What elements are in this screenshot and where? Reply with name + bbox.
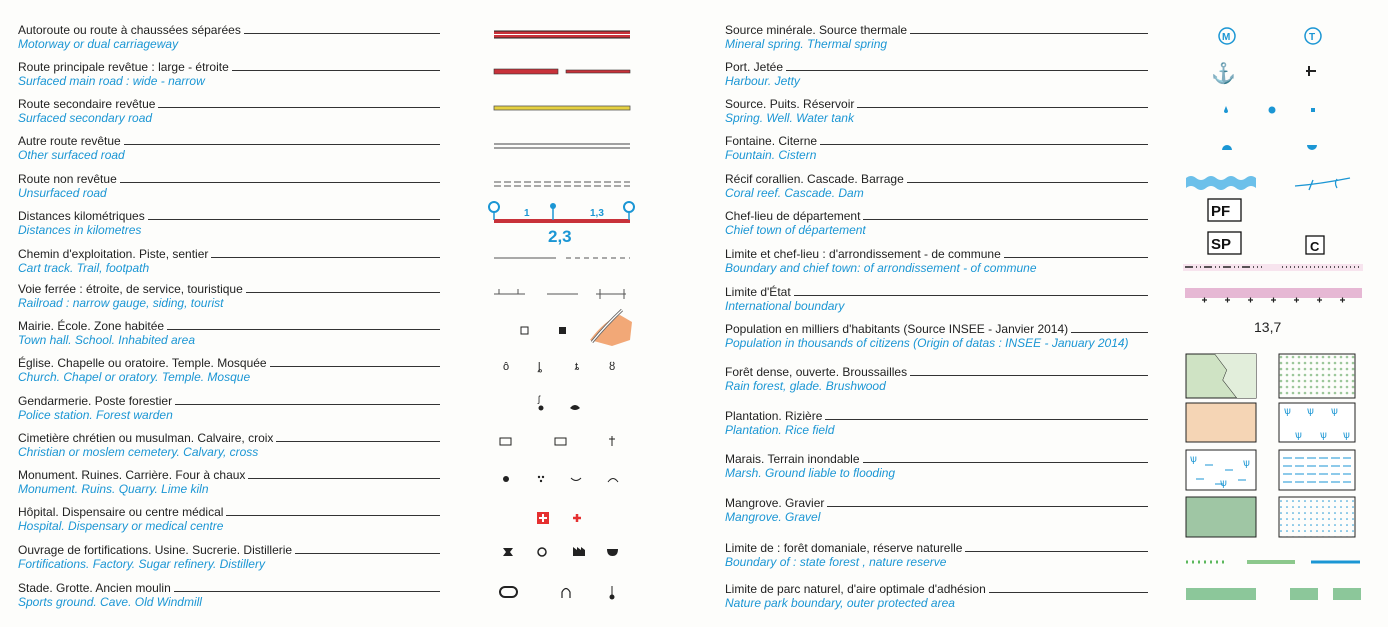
coral-cascade-dam-symbols	[1186, 176, 1350, 190]
secondary-road-symbol	[494, 106, 630, 110]
french-text: Limite d'État	[725, 285, 791, 299]
sports-cave-mill-symbols	[500, 586, 615, 600]
svg-text:ѱ: ѱ	[1190, 454, 1197, 465]
distance-symbol	[489, 202, 634, 246]
svg-text:ȶ: ȶ	[575, 361, 580, 373]
legend-english-label: Motorway or dual carriageway	[18, 37, 179, 51]
french-text: Mairie. École. Zone habitée	[18, 319, 165, 333]
marsh-flooding-boxes	[1186, 450, 1355, 490]
french-text: Chemin d'exploitation. Piste, sentier	[18, 247, 209, 261]
legend-english-label: Railroad : narrow gauge, siding, tourist	[18, 296, 224, 310]
monument-ruins-symbols	[503, 476, 618, 482]
french-text: Limite de : forêt domaniale, réserve naturelle	[725, 541, 963, 555]
legend-english-label: Plantation. Rice field	[725, 423, 835, 437]
hospital-symbols	[537, 512, 581, 524]
french-text: Marais. Terrain inondable	[725, 452, 860, 466]
motorway-symbol	[494, 31, 630, 38]
distance-label-1-3: 1,3	[590, 208, 604, 219]
forest-boxes	[1186, 354, 1355, 398]
svg-text:ȣ: ȣ	[609, 361, 616, 373]
french-text: Gendarmerie. Poste forestier	[18, 394, 173, 408]
legend-english-label: Fortifications. Factory. Sugar refinery. Distillery	[18, 557, 265, 571]
international-boundary	[1185, 288, 1362, 303]
legend-english-label: Nature park boundary, outer protected area	[725, 596, 955, 610]
legend-english-label: Boundary and chief town: of arrondissement - of commune	[725, 261, 1037, 275]
harbour-jetty-symbols	[1211, 61, 1316, 85]
legend-english-label: Police station. Forest warden	[18, 408, 173, 422]
svg-text:ѱ: ѱ	[1307, 406, 1314, 417]
french-text: Stade. Grotte. Ancien moulin	[18, 581, 171, 595]
svg-text:ѱ: ѱ	[1343, 430, 1350, 441]
legend-english-label: Town hall. School. Inhabited area	[18, 333, 196, 347]
distance-label-1: 1	[524, 208, 530, 219]
population-sample: 13,7	[1254, 319, 1282, 335]
svg-text:⚓: ⚓	[1211, 63, 1236, 85]
french-text: Autoroute ou route à chaussées séparées	[18, 23, 241, 37]
legend-english-label: Surfaced main road : wide - narrow	[18, 74, 205, 88]
commune-label: C	[1310, 239, 1320, 254]
legend-english-label: Surfaced secondary road	[18, 111, 153, 125]
nature-park-boundaries	[1186, 588, 1361, 600]
svg-text:ȴ: ȴ	[538, 361, 542, 373]
french-text: Ouvrage de fortifications. Usine. Sucrerie. Distillerie	[18, 543, 293, 557]
legend-english-label: Other surfaced road	[18, 148, 125, 162]
legend-english-label: Hospital. Dispensary or medical centre	[18, 519, 224, 533]
mineral-thermal-spring-symbols	[1219, 28, 1321, 44]
french-text: Population en milliers d'habitants (Source INSEE - Janvier 2014)	[725, 322, 1069, 336]
french-text: Distances kilométriques	[18, 209, 145, 223]
french-text: Route non revêtue	[18, 172, 117, 186]
railroad-symbol	[494, 289, 626, 299]
french-text: Plantation. Rizière	[725, 409, 823, 423]
french-text: Cimetière chrétien ou musulman. Calvaire, croix	[18, 431, 274, 445]
legend-english-label: Harbour. Jetty	[725, 74, 800, 88]
legend-english-label: Marsh. Ground liable to flooding	[725, 466, 896, 480]
subprefecture-label: SP	[1211, 236, 1232, 253]
svg-text:ѱ: ѱ	[1284, 406, 1291, 417]
legend-english-label: Coral reef. Cascade. Dam	[725, 186, 864, 200]
legend-english-label: Boundary of : state forest , nature reserve	[725, 555, 947, 569]
french-text: Mangrove. Gravier	[725, 496, 825, 510]
legend-english-label: Population in thousands of citizens (Origin of datas : INSEE - January 2014)	[725, 336, 1129, 350]
svg-text:ѱ: ѱ	[1320, 430, 1327, 441]
french-text: Forêt dense, ouverte. Broussailles	[725, 365, 908, 379]
french-text: Voie ferrée : étroite, de service, touristique	[18, 282, 243, 296]
french-text: Hôpital. Dispensaire ou centre médical	[18, 505, 224, 519]
fortification-factory-symbols	[503, 547, 618, 556]
legend-english-label: Mangrove. Gravel	[725, 510, 821, 524]
fountain-cistern-symbols	[1222, 145, 1317, 150]
thermal-spring-letter: T	[1309, 32, 1316, 43]
french-text: Autre route revêtue	[18, 134, 121, 148]
svg-text:ʃ: ʃ	[538, 394, 540, 404]
french-text: Fontaine. Citerne	[725, 134, 818, 148]
french-text: Limite et chef-lieu : d'arrondissement - de commune	[725, 247, 1001, 261]
legend-english-label: Unsurfaced road	[18, 186, 107, 200]
french-text: Source minérale. Source thermale	[725, 23, 908, 37]
legend-english-label: Christian or moslem cemetery. Calvary, cross	[18, 445, 259, 459]
svg-text:ѱ: ѱ	[1220, 478, 1227, 489]
svg-text:ѱ: ѱ	[1243, 458, 1250, 469]
chief-town-boxes	[1208, 199, 1324, 254]
legend-english-label: Spring. Well. Water tank	[725, 111, 854, 125]
cemetery-symbols	[500, 436, 615, 446]
legend-english-label: Chief town of département	[725, 223, 866, 237]
church-symbols	[503, 361, 615, 373]
french-text: Route secondaire revêtue	[18, 97, 156, 111]
svg-text:ѱ: ѱ	[1295, 430, 1302, 441]
french-text: Église. Chapelle ou oratoire. Temple. Mosquée	[18, 356, 267, 370]
svg-text:ô: ô	[503, 361, 510, 373]
french-text: Route principale revêtue : large - étroite	[18, 60, 229, 74]
french-text: Chef-lieu de département	[725, 209, 861, 223]
gendarmerie-forest-symbols	[537, 394, 580, 411]
main-road-symbol	[494, 69, 630, 74]
legend-english-label: Monument. Ruins. Quarry. Lime kiln	[18, 482, 209, 496]
legend-english-label: Sports ground. Cave. Old Windmill	[18, 595, 202, 609]
plantation-ricefield-boxes	[1186, 403, 1355, 442]
prefecture-label: PF	[1211, 203, 1231, 220]
distance-total-label: 2,3	[548, 227, 572, 246]
spring-well-tank-symbols	[1224, 106, 1315, 114]
mangrove-gravel-boxes	[1186, 497, 1355, 537]
town-hall-school-symbol	[521, 310, 632, 346]
french-text: Monument. Ruines. Carrière. Four à chaux	[18, 468, 246, 482]
french-text: Port. Jetée	[725, 60, 784, 74]
legend-english-label: Distances in kilometres	[18, 223, 142, 237]
legend-english-label: International boundary	[725, 299, 845, 313]
arrondissement-commune-boundary	[1183, 264, 1363, 271]
legend-english-label: Mineral spring. Thermal spring	[725, 37, 888, 51]
french-text: Récif corallien. Cascade. Barrage	[725, 172, 904, 186]
mineral-spring-letter: M	[1222, 32, 1231, 43]
legend-english-label: Church. Chapel or oratory. Temple. Mosque	[18, 370, 251, 384]
legend-english-label: Rain forest, glade. Brushwood	[725, 379, 886, 393]
other-road-symbol	[494, 144, 630, 148]
french-text: Source. Puits. Réservoir	[725, 97, 855, 111]
legend-english-label: Fountain. Cistern	[725, 148, 817, 162]
svg-text:ѱ: ѱ	[1331, 406, 1338, 417]
french-text: Limite de parc naturel, d'aire optimale d'adhésion	[725, 582, 986, 596]
legend-english-label: Cart track. Trail, footpath	[18, 261, 150, 275]
unsurfaced-road-symbol	[494, 182, 630, 186]
